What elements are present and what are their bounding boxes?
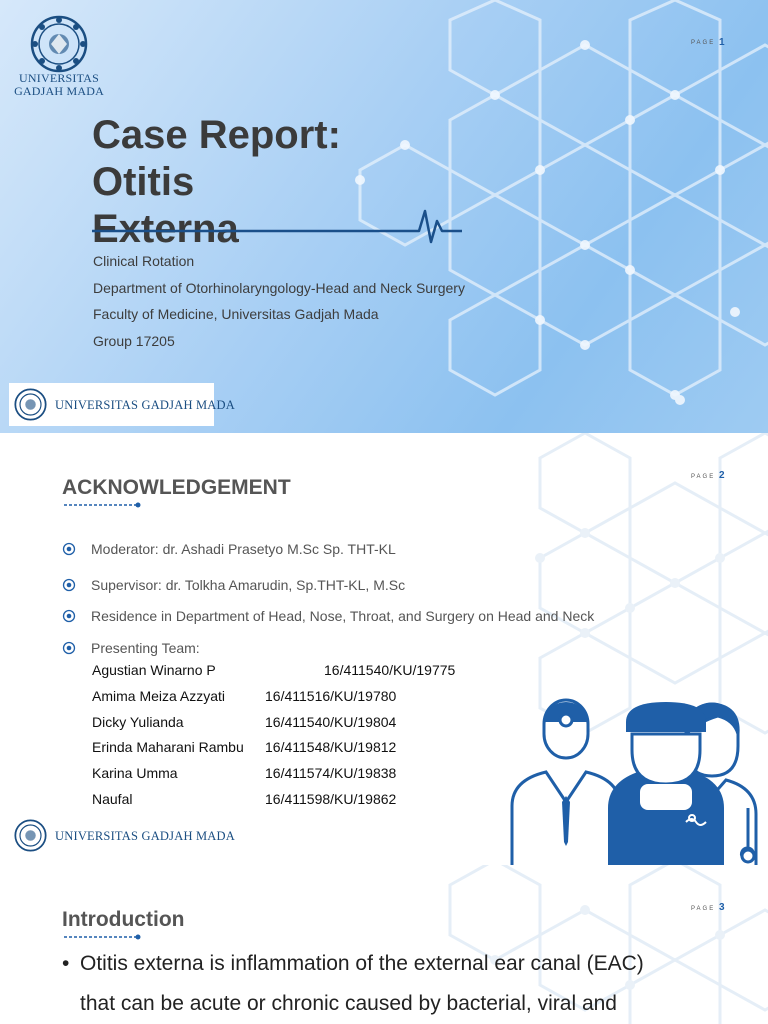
page-label: PAGE: [691, 474, 716, 480]
title-line-2: Otitis: [92, 160, 195, 204]
member-id: 16/411540/KU/19804: [265, 713, 397, 730]
bullet-dot-icon: •: [62, 952, 70, 975]
section-heading: ACKNOWLEDGEMENT: [62, 476, 291, 499]
subtitle-line: Faculty of Medicine, Universitas Gadjah Mada: [93, 306, 379, 322]
ugm-crest-small-icon: [13, 387, 48, 422]
page-label: PAGE: [691, 906, 716, 912]
medical-staff-illustration-icon: [508, 698, 768, 865]
page-label: PAGE: [691, 40, 716, 46]
member-name: Dicky Yulianda: [92, 713, 184, 730]
target-bullet-icon: [62, 578, 76, 592]
acknowledgement-item: [62, 640, 200, 656]
heartbeat-line-icon: [92, 206, 462, 246]
subtitle-line: Clinical Rotation: [93, 253, 195, 269]
subtitle-line: Group 17205: [93, 332, 175, 349]
member-name: Karina Umma: [92, 765, 178, 782]
bullet-text: Presenting Team:: [91, 640, 200, 656]
section-heading: Introduction: [62, 908, 185, 931]
acknowledgement-item: [62, 608, 594, 624]
member-id: 16/411516/KU/19780: [265, 687, 397, 704]
ugm-wordmark-line1: UNIVERSITAS: [19, 71, 99, 85]
member-id: 16/411548/KU/19812: [265, 739, 397, 756]
member-id: 16/411574/KU/19838: [265, 765, 397, 782]
target-bullet-icon: [62, 609, 76, 623]
paragraph-line: [62, 984, 722, 1024]
member-name: Agustian Winarno P: [92, 662, 216, 678]
page-number: 3: [719, 902, 725, 913]
bullet-text: Moderator: dr. Ashadi Prasetyo M.Sc Sp. THT-KL: [91, 541, 396, 557]
member-id: 16/411540/KU/19775: [324, 662, 456, 678]
ugm-banner-text: UNIVERSITAS GADJAH MADA: [55, 829, 235, 843]
ugm-banner-logo: [9, 814, 235, 857]
member-name: Amima Meiza Azzyati: [92, 687, 226, 704]
slide-1: [0, 0, 768, 433]
target-bullet-icon: [62, 542, 76, 556]
heading-underline: [64, 501, 144, 509]
title-line-1: Case Report:: [92, 113, 341, 157]
ugm-wordmark: [14, 72, 104, 98]
acknowledgement-item: [62, 577, 405, 593]
slide-2: [0, 433, 768, 865]
title-line-3: Externa: [92, 207, 239, 251]
target-bullet-icon: [62, 641, 76, 655]
paragraph-text: Otitis externa is inflammation of the external ear canal (EAC): [80, 952, 644, 975]
introduction-paragraph: [62, 944, 722, 1024]
subtitle-line: Department of Otorhinolaryngology-Head and Neck Surgery: [93, 279, 465, 296]
page-number: 1: [719, 37, 725, 48]
bullet-text: Supervisor: dr. Tolkha Amarudin, Sp.THT-KL, M.Sc: [91, 577, 406, 593]
paragraph-line: [62, 944, 722, 984]
heading-underline: [64, 933, 144, 941]
ugm-banner-text: UNIVERSITAS GADJAH MADA: [55, 398, 235, 412]
paragraph-text: that can be acute or chronic caused by bacterial, viral and: [80, 992, 617, 1015]
acknowledgement-item: [62, 541, 396, 557]
ugm-wordmark-line2: GADJAH MADA: [14, 84, 104, 98]
subtitle-block: [93, 252, 533, 358]
member-name: Naufal: [92, 790, 133, 807]
member-id: 16/411598/KU/19862: [265, 790, 397, 807]
slide-3: [0, 865, 768, 1024]
ugm-crest-logo: [29, 14, 89, 74]
ugm-crest-small-icon: [13, 818, 48, 853]
ugm-banner-logo: [9, 383, 235, 426]
bullet-text: Residence in Department of Head, Nose, Throat, and Surgery on Head and Neck: [91, 608, 595, 624]
page-number: 2: [719, 470, 725, 481]
member-name: Erinda Maharani Rambu: [92, 739, 244, 756]
